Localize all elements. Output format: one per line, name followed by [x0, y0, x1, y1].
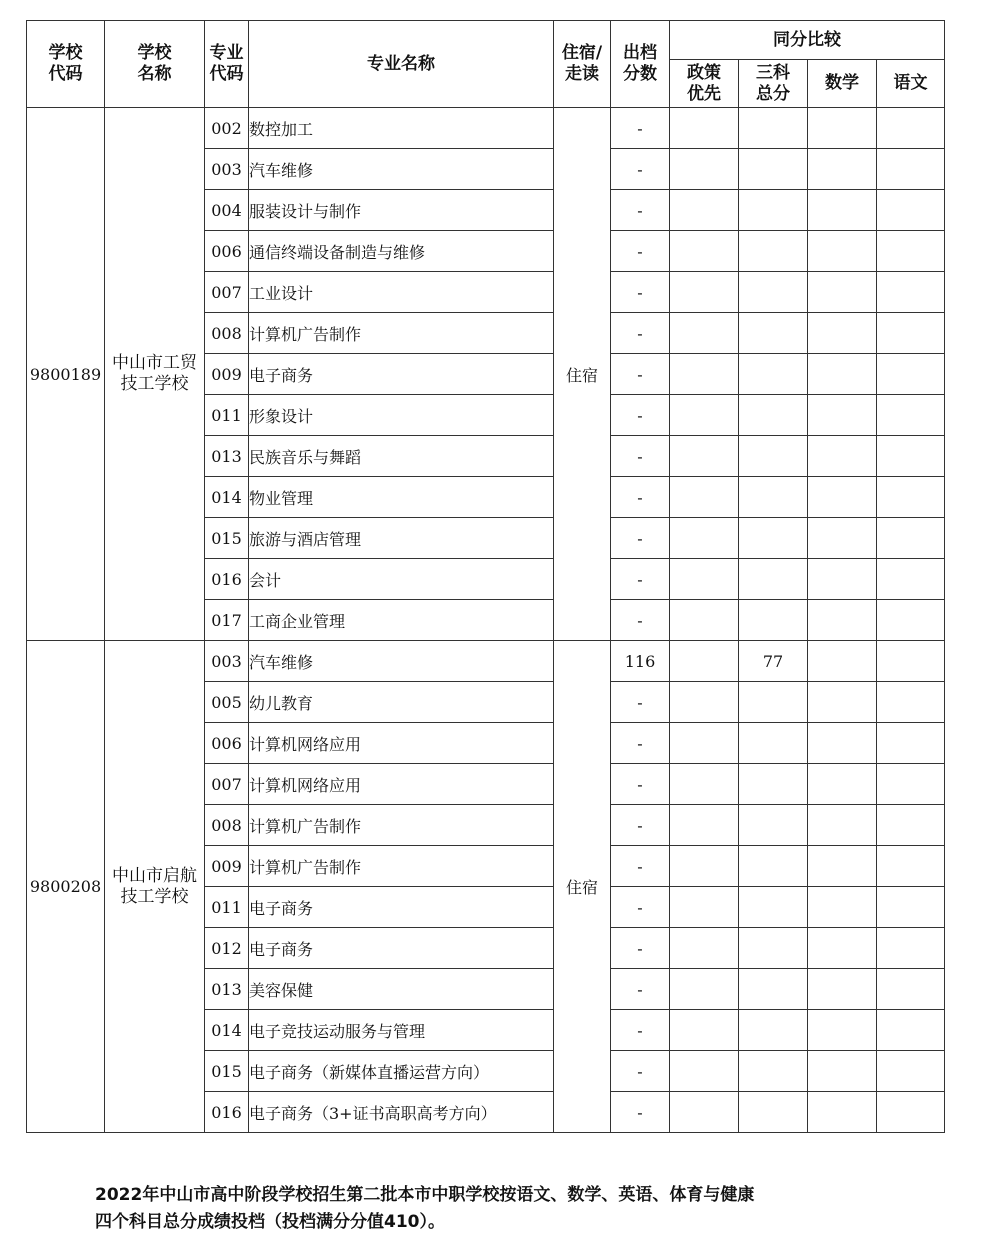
major-code-cell: 009 [205, 846, 249, 887]
major-name-cell: 计算机网络应用 [249, 764, 554, 805]
math-cell [808, 1051, 877, 1092]
policy-priority-cell [670, 723, 739, 764]
three-subject-total-cell [739, 395, 808, 436]
chinese-cell [877, 477, 945, 518]
chinese-cell [877, 231, 945, 272]
header-chinese: 语文 [877, 60, 945, 108]
major-code-cell: 003 [205, 641, 249, 682]
policy-priority-cell [670, 272, 739, 313]
header-major-code: 专业 代码 [205, 21, 249, 108]
policy-priority-cell [670, 395, 739, 436]
table-header [27, 21, 945, 108]
score-cell: - [611, 190, 670, 231]
school-name-line: 中山市工贸 [112, 353, 197, 373]
chinese-cell [877, 1051, 945, 1092]
math-cell [808, 313, 877, 354]
score-cell: - [611, 354, 670, 395]
chinese-cell [877, 600, 945, 641]
major-code-cell: 012 [205, 928, 249, 969]
footnote-line: 2022年中山市高中阶段学校招生第二批本市中职学校按语文、数学、英语、体育与健康 [95, 1185, 755, 1205]
three-subject-total-cell [739, 477, 808, 518]
major-name-cell: 工业设计 [249, 272, 554, 313]
three-subject-total-cell [739, 887, 808, 928]
math-cell [808, 969, 877, 1010]
major-name-cell: 旅游与酒店管理 [249, 518, 554, 559]
policy-priority-cell [670, 682, 739, 723]
major-code-cell: 015 [205, 518, 249, 559]
policy-priority-cell [670, 1010, 739, 1051]
chinese-cell [877, 518, 945, 559]
score-cell: - [611, 313, 670, 354]
chinese-cell [877, 149, 945, 190]
major-code-cell: 006 [205, 723, 249, 764]
policy-priority-cell [670, 805, 739, 846]
policy-priority-cell [670, 190, 739, 231]
school-name-cell [105, 641, 205, 1133]
chinese-cell [877, 354, 945, 395]
three-subject-total-cell [739, 1051, 808, 1092]
major-name-cell: 服装设计与制作 [249, 190, 554, 231]
policy-priority-cell [670, 313, 739, 354]
chinese-cell [877, 190, 945, 231]
math-cell [808, 354, 877, 395]
math-cell [808, 723, 877, 764]
policy-priority-cell [670, 518, 739, 559]
three-subject-total-cell [739, 518, 808, 559]
header-compare: 同分比较 [670, 21, 945, 60]
policy-priority-cell [670, 641, 739, 682]
three-subject-total-cell: 77 [739, 641, 808, 682]
math-cell [808, 846, 877, 887]
policy-priority-cell [670, 559, 739, 600]
major-code-cell: 015 [205, 1051, 249, 1092]
score-cell: - [611, 805, 670, 846]
chinese-cell [877, 764, 945, 805]
school-name-cell [105, 108, 205, 641]
chinese-cell [877, 1092, 945, 1133]
major-name-cell: 计算机广告制作 [249, 846, 554, 887]
chinese-cell [877, 928, 945, 969]
policy-priority-cell [670, 436, 739, 477]
score-cell: - [611, 1092, 670, 1133]
math-cell [808, 805, 877, 846]
chinese-cell [877, 1010, 945, 1051]
header-math: 数学 [808, 60, 877, 108]
major-name-cell: 幼儿教育 [249, 682, 554, 723]
major-code-cell: 004 [205, 190, 249, 231]
footnote [95, 1182, 915, 1236]
math-cell [808, 149, 877, 190]
policy-priority-cell [670, 887, 739, 928]
math-cell [808, 108, 877, 149]
three-subject-total-cell [739, 600, 808, 641]
three-subject-total-cell [739, 969, 808, 1010]
major-name-cell: 电子商务 [249, 354, 554, 395]
three-subject-total-cell [739, 928, 808, 969]
math-cell [808, 436, 877, 477]
major-name-cell: 数控加工 [249, 108, 554, 149]
major-name-cell: 汽车维修 [249, 149, 554, 190]
major-name-cell: 电子竞技运动服务与管理 [249, 1010, 554, 1051]
chinese-cell [877, 395, 945, 436]
three-subject-total-cell [739, 682, 808, 723]
chinese-cell [877, 723, 945, 764]
score-cell: - [611, 149, 670, 190]
major-code-cell: 016 [205, 559, 249, 600]
three-subject-total-cell [739, 190, 808, 231]
major-code-cell: 011 [205, 395, 249, 436]
major-code-cell: 003 [205, 149, 249, 190]
three-subject-total-cell [739, 805, 808, 846]
three-subject-total-cell [739, 272, 808, 313]
three-subject-total-cell [739, 313, 808, 354]
major-name-cell: 形象设计 [249, 395, 554, 436]
score-cell: - [611, 272, 670, 313]
score-cell: - [611, 846, 670, 887]
table-row [27, 641, 945, 682]
chinese-cell [877, 641, 945, 682]
score-cell: - [611, 764, 670, 805]
major-code-cell: 007 [205, 272, 249, 313]
math-cell [808, 1092, 877, 1133]
major-code-cell: 013 [205, 969, 249, 1010]
admission-score-table [26, 20, 945, 1133]
school-code-cell: 9800208 [27, 641, 105, 1133]
boarding-cell: 住宿 [554, 108, 611, 641]
math-cell [808, 518, 877, 559]
major-name-cell: 电子商务 [249, 887, 554, 928]
chinese-cell [877, 436, 945, 477]
major-code-cell: 002 [205, 108, 249, 149]
major-name-cell: 计算机广告制作 [249, 313, 554, 354]
chinese-cell [877, 313, 945, 354]
header-boarding: 住宿/ 走读 [554, 21, 611, 108]
three-subject-total-cell [739, 846, 808, 887]
score-cell: - [611, 477, 670, 518]
three-subject-total-cell [739, 436, 808, 477]
score-cell: - [611, 1010, 670, 1051]
score-cell: - [611, 436, 670, 477]
major-name-cell: 物业管理 [249, 477, 554, 518]
major-code-cell: 009 [205, 354, 249, 395]
three-subject-total-cell [739, 108, 808, 149]
math-cell [808, 600, 877, 641]
major-code-cell: 006 [205, 231, 249, 272]
math-cell [808, 231, 877, 272]
three-subject-total-cell [739, 764, 808, 805]
major-code-cell: 013 [205, 436, 249, 477]
policy-priority-cell [670, 354, 739, 395]
header-major-name: 专业名称 [249, 21, 554, 108]
three-subject-total-cell [739, 354, 808, 395]
major-code-cell: 014 [205, 477, 249, 518]
table-body [27, 108, 945, 1133]
policy-priority-cell [670, 969, 739, 1010]
header-school-name: 学校 名称 [105, 21, 205, 108]
boarding-cell: 住宿 [554, 641, 611, 1133]
score-cell: - [611, 723, 670, 764]
score-cell: - [611, 969, 670, 1010]
major-name-cell: 工商企业管理 [249, 600, 554, 641]
score-cell: - [611, 559, 670, 600]
score-cell: - [611, 600, 670, 641]
header-policy-priority: 政策 优先 [670, 60, 739, 108]
three-subject-total-cell [739, 231, 808, 272]
math-cell [808, 887, 877, 928]
score-cell: - [611, 518, 670, 559]
policy-priority-cell [670, 477, 739, 518]
chinese-cell [877, 887, 945, 928]
major-name-cell: 电子商务（新媒体直播运营方向） [249, 1051, 554, 1092]
chinese-cell [877, 846, 945, 887]
school-code-cell: 9800189 [27, 108, 105, 641]
score-cell: 116 [611, 641, 670, 682]
major-name-cell: 电子商务 [249, 928, 554, 969]
major-code-cell: 005 [205, 682, 249, 723]
math-cell [808, 682, 877, 723]
major-name-cell: 美容保健 [249, 969, 554, 1010]
score-cell: - [611, 928, 670, 969]
policy-priority-cell [670, 1092, 739, 1133]
school-name-line: 技工学校 [120, 374, 189, 394]
math-cell [808, 928, 877, 969]
footnote-line: 四个科目总分成绩投档（投档满分分值410）。 [95, 1212, 445, 1232]
policy-priority-cell [670, 231, 739, 272]
chinese-cell [877, 805, 945, 846]
math-cell [808, 559, 877, 600]
policy-priority-cell [670, 108, 739, 149]
policy-priority-cell [670, 1051, 739, 1092]
table-row [27, 108, 945, 149]
major-name-cell: 计算机广告制作 [249, 805, 554, 846]
header-three-subject-total: 三科 总分 [739, 60, 808, 108]
major-name-cell: 计算机网络应用 [249, 723, 554, 764]
math-cell [808, 641, 877, 682]
policy-priority-cell [670, 600, 739, 641]
three-subject-total-cell [739, 1010, 808, 1051]
major-code-cell: 016 [205, 1092, 249, 1133]
score-cell: - [611, 1051, 670, 1092]
policy-priority-cell [670, 928, 739, 969]
chinese-cell [877, 682, 945, 723]
chinese-cell [877, 969, 945, 1010]
math-cell [808, 477, 877, 518]
score-cell: - [611, 108, 670, 149]
chinese-cell [877, 559, 945, 600]
school-name-line: 技工学校 [120, 886, 189, 907]
header-score: 出档 分数 [611, 21, 670, 108]
three-subject-total-cell [739, 723, 808, 764]
policy-priority-cell [670, 846, 739, 887]
major-code-cell: 014 [205, 1010, 249, 1051]
math-cell [808, 764, 877, 805]
major-name-cell: 民族音乐与舞蹈 [249, 436, 554, 477]
chinese-cell [877, 108, 945, 149]
major-name-cell: 会计 [249, 559, 554, 600]
major-code-cell: 017 [205, 600, 249, 641]
score-cell: - [611, 682, 670, 723]
math-cell [808, 272, 877, 313]
major-code-cell: 011 [205, 887, 249, 928]
score-cell: - [611, 231, 670, 272]
math-cell [808, 190, 877, 231]
major-name-cell: 通信终端设备制造与维修 [249, 231, 554, 272]
major-code-cell: 008 [205, 805, 249, 846]
math-cell [808, 1010, 877, 1051]
header-school-code: 学校 代码 [27, 21, 105, 108]
policy-priority-cell [670, 764, 739, 805]
major-name-cell: 汽车维修 [249, 641, 554, 682]
chinese-cell [877, 272, 945, 313]
major-name-cell: 电子商务（3+证书高职高考方向） [249, 1092, 554, 1133]
score-cell: - [611, 395, 670, 436]
major-code-cell: 007 [205, 764, 249, 805]
three-subject-total-cell [739, 149, 808, 190]
three-subject-total-cell [739, 559, 808, 600]
school-name-line: 中山市启航 [112, 865, 197, 886]
policy-priority-cell [670, 149, 739, 190]
three-subject-total-cell [739, 1092, 808, 1133]
major-code-cell: 008 [205, 313, 249, 354]
score-cell: - [611, 887, 670, 928]
math-cell [808, 395, 877, 436]
